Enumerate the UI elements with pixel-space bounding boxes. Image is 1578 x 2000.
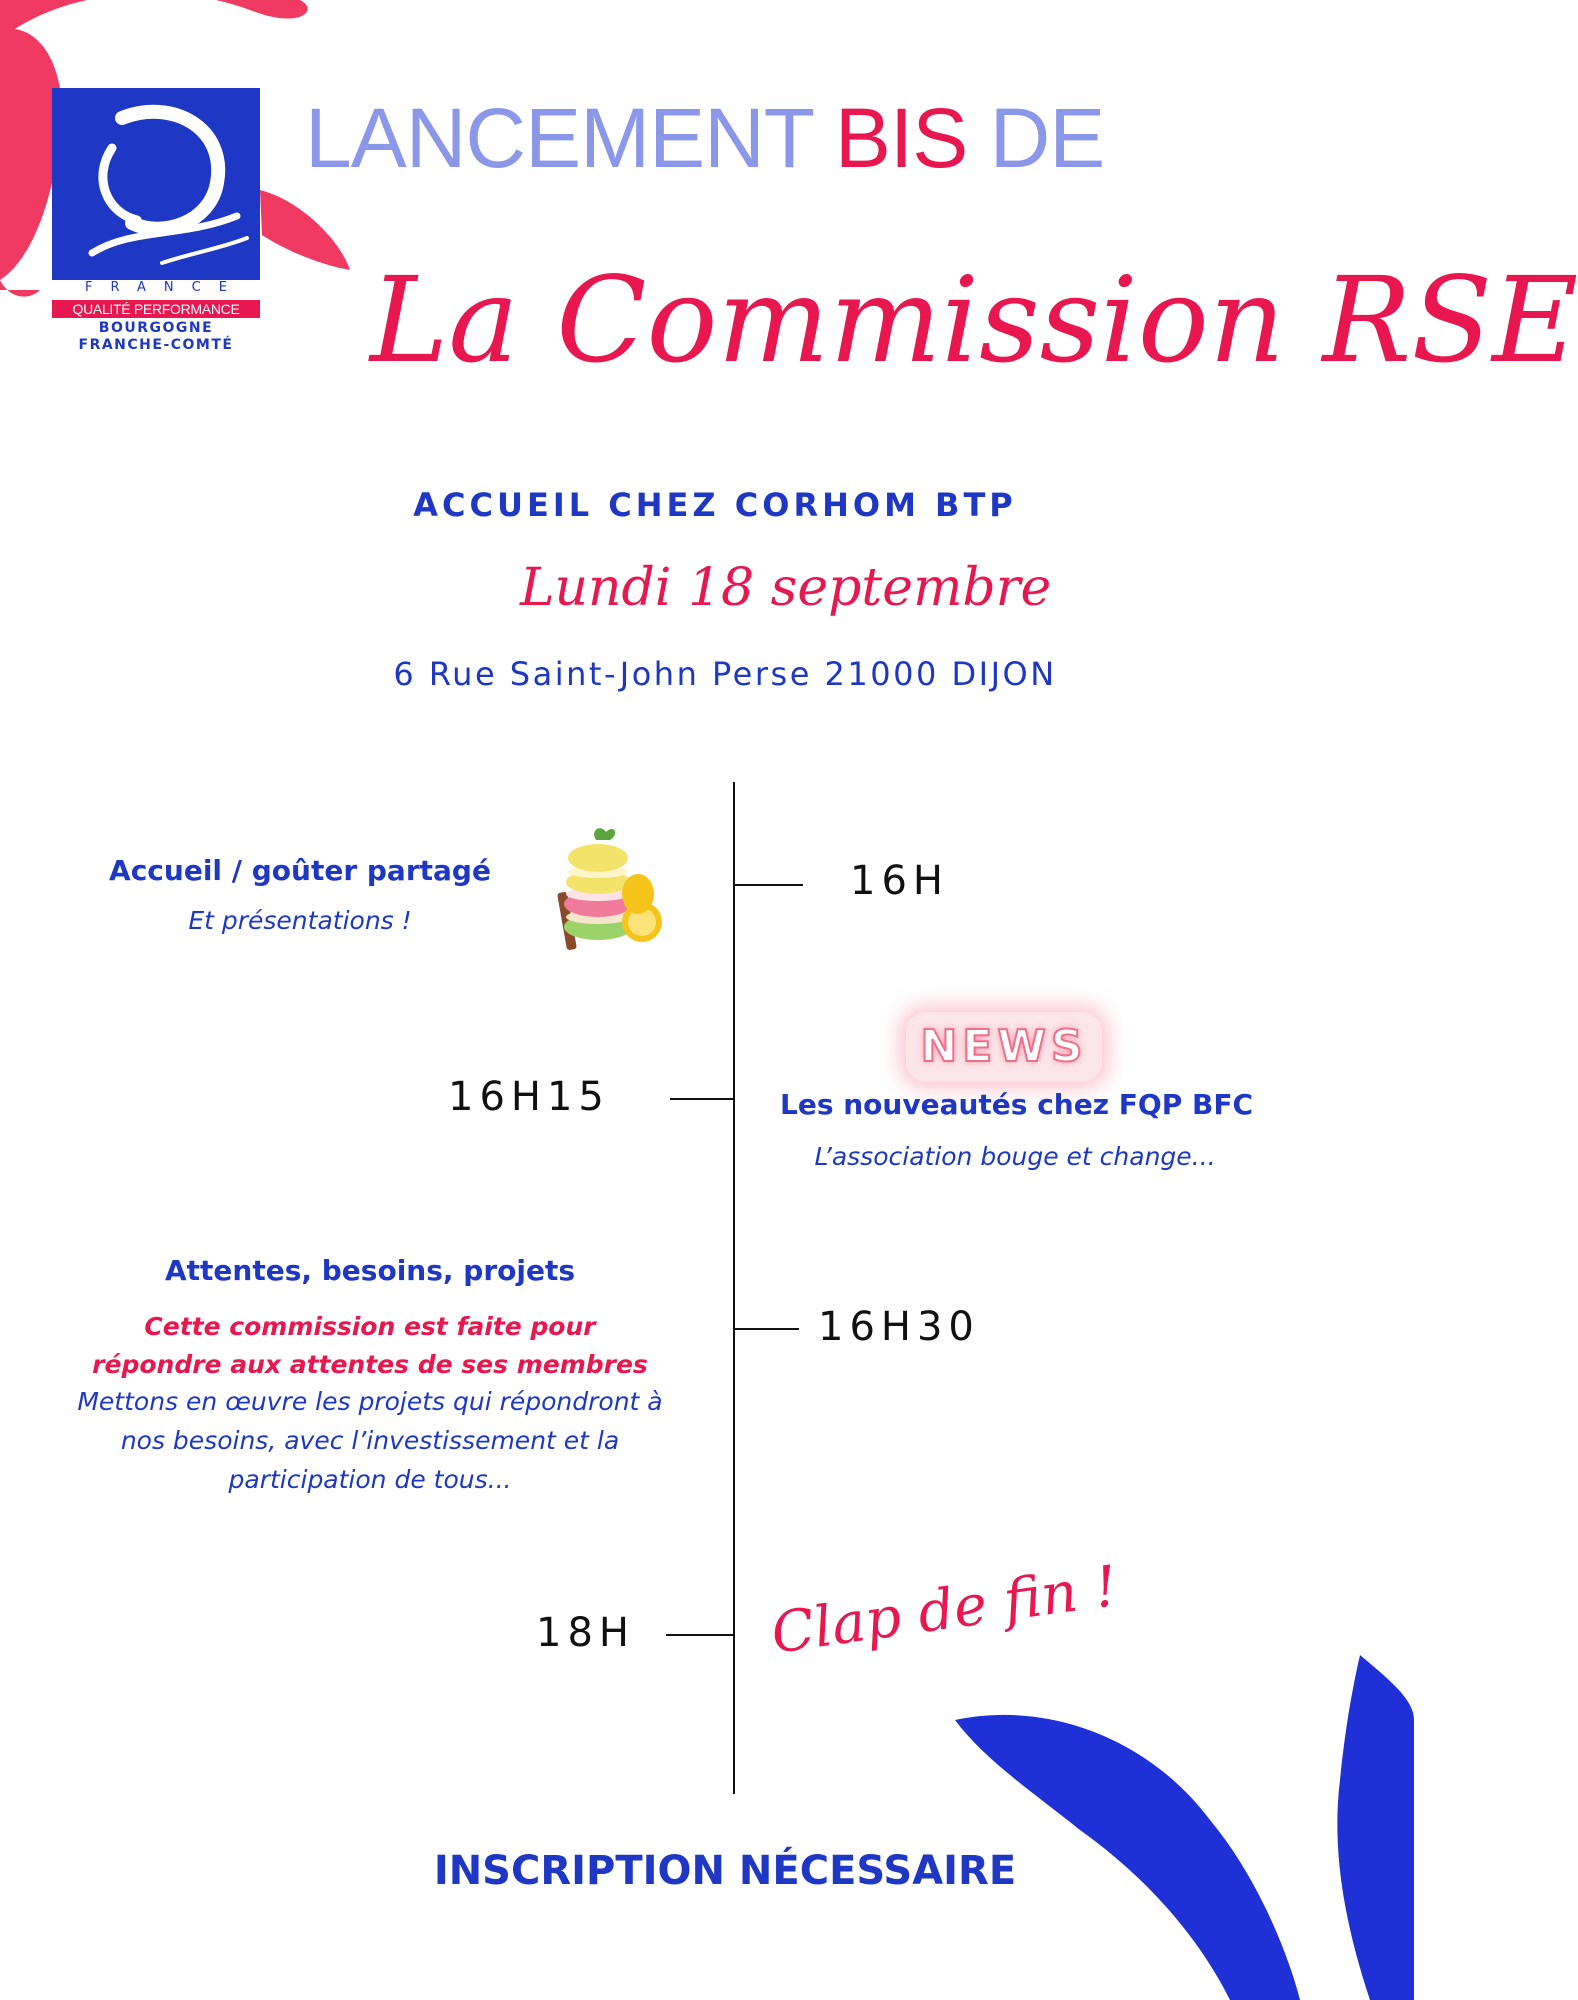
title-part-3: DE — [967, 91, 1105, 185]
registration-cta: INSCRIPTION NÉCESSAIRE — [433, 1848, 1017, 1894]
logo-region-line2: FRANCHE-COMTÉ — [78, 337, 234, 353]
logo-region — [52, 320, 260, 354]
closing-text: Clap de fin ! — [767, 1553, 1122, 1667]
timeline-item-note — [70, 1382, 670, 1499]
timeline-item-note: L’association bouge et change... — [814, 1142, 1216, 1171]
note-line: Mettons en œuvre les projets qui répondront à — [77, 1387, 663, 1416]
page-subtitle: La Commission RSE — [370, 251, 1578, 389]
highlight-line: répondre aux attentes de ses membres — [92, 1350, 648, 1379]
timeline-tick — [735, 1328, 799, 1330]
note-line: participation de tous... — [228, 1465, 512, 1494]
timeline-tick — [735, 884, 803, 886]
red-petal-shape — [0, 280, 40, 297]
blue-petal-shape — [1337, 1655, 1414, 2000]
timeline-item-title: Accueil / goûter partagé — [109, 854, 491, 887]
news-badge-label: NEWS — [920, 1021, 1088, 1072]
macarons-icon — [548, 812, 668, 952]
timeline-time: 16H15 — [448, 1074, 610, 1120]
timeline-time: 16H — [850, 858, 949, 904]
q-brush-icon — [52, 88, 260, 280]
timeline-item-title: Les nouveautés chez FQP BFC — [780, 1088, 1253, 1121]
note-line: nos besoins, avec l’investissement et la — [120, 1426, 620, 1455]
title-part-2: BIS — [834, 91, 968, 185]
logo-org: QUALITÉ PERFORMANCE — [52, 300, 260, 318]
timeline-item-note: Et présentations ! — [188, 906, 412, 935]
timeline-item-highlight — [70, 1308, 670, 1384]
logo-country: FRANCE — [85, 280, 245, 295]
highlight-line: Cette commission est faite pour — [144, 1312, 596, 1341]
red-petal-shape — [260, 190, 350, 270]
news-badge — [906, 1012, 1102, 1082]
fqp-bfc-logo — [52, 88, 260, 358]
event-date: Lundi 18 septembre — [520, 558, 1052, 618]
timeline-item-title: Attentes, besoins, projets — [164, 1254, 576, 1287]
logo-emblem — [52, 88, 260, 280]
event-host: ACCUEIL CHEZ CORHOM BTP — [413, 486, 1017, 524]
logo-region-line1: BOURGOGNE — [98, 320, 214, 336]
timeline-time: 16H30 — [818, 1304, 980, 1350]
page-title — [305, 88, 1205, 188]
timeline-tick — [666, 1634, 733, 1636]
event-address: 6 Rue Saint-John Perse 21000 DIJON — [393, 655, 1057, 693]
timeline-tick — [670, 1098, 733, 1100]
timeline-time: 18H — [536, 1610, 635, 1656]
red-petal-shape — [0, 0, 308, 40]
title-part-1: LANCEMENT — [305, 91, 835, 185]
timeline-axis — [733, 782, 735, 1794]
